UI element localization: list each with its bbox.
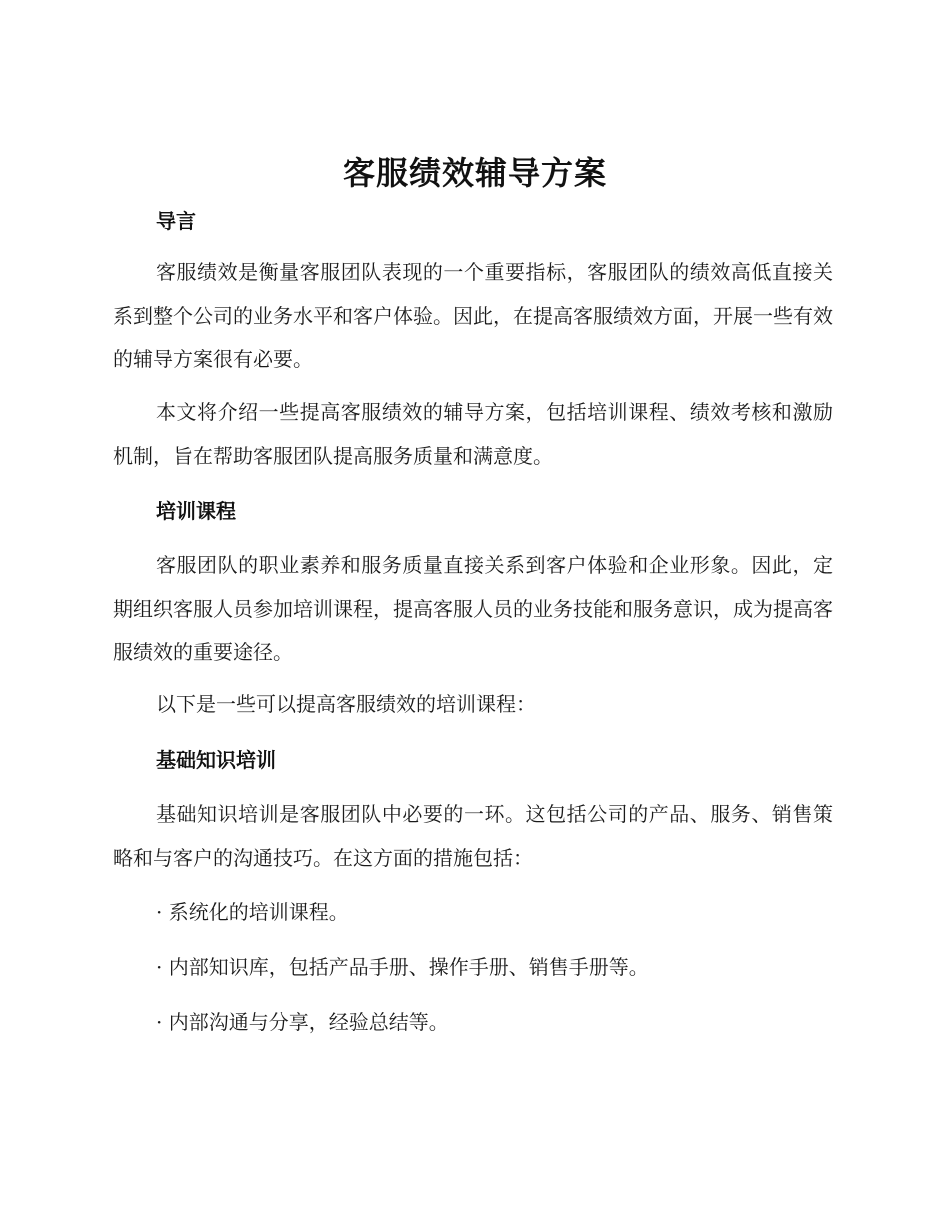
paragraph-training-2: 以下是一些可以提高客服绩效的培训课程：	[156, 692, 536, 716]
paragraph-basic-knowledge-1: 基础知识培训是客服团队中必要的一环。这包括公司的产品、服务、销售策略和与客户的沟通技巧。在这方面的措施包括：	[113, 802, 833, 870]
paragraph-intro-1: 客服绩效是衡量客服团队表现的一个重要指标，客服团队的绩效高低直接关系到整个公司的业务水平和客户体验。因此，在提高客服绩效方面，开展一些有效的辅导方案很有必要。	[113, 260, 833, 371]
list-item: · 系统化的培训课程。	[156, 900, 349, 924]
document-title: 客服绩效辅导方案	[342, 154, 607, 192]
section-heading-intro: 导言	[156, 209, 196, 233]
list-item: · 内部知识库，包括产品手册、操作手册、销售手册等。	[156, 955, 649, 979]
section-heading-training: 培训课程	[156, 499, 236, 523]
section-heading-basic-knowledge: 基础知识培训	[156, 748, 276, 772]
paragraph-intro-2: 本文将介绍一些提高客服绩效的辅导方案，包括培训课程、绩效考核和激励机制，旨在帮助客服团队提高服务质量和满意度。	[113, 400, 833, 468]
list-item: · 内部沟通与分享，经验总结等。	[156, 1010, 449, 1034]
paragraph-training-1: 客服团队的职业素养和服务质量直接关系到客户体验和企业形象。因此，定期组织客服人员参加培训课程，提高客服人员的业务技能和服务意识，成为提高客服绩效的重要途径。	[113, 553, 833, 664]
